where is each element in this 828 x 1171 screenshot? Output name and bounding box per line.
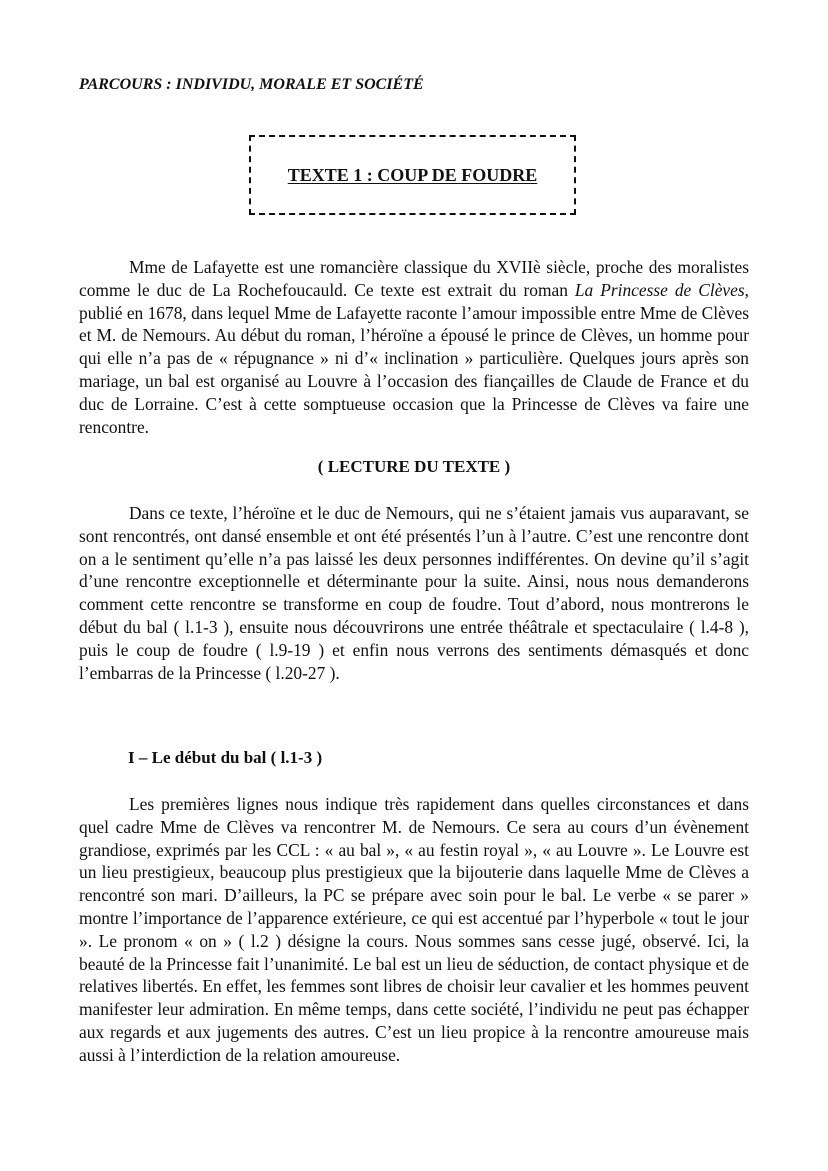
problematique-paragraph: Dans ce texte, l’héroïne et le duc de Nemours, qui ne s’étaient jamais vus auparavant, se sont rencontrés, ont dansé ensemble et ont été présentés l’un à l’autre. C’est une rencontre dont on a le sentiment qu’elle n’a pas laissé les deux personnes indifférentes. On devine qu’il s’agit d’une rencontre exceptionnelle et déterminante pour la suite. Ainsi, nous nous demanderons comment cette rencontre se transforme en coup de foudre. Tout d’abord, nous montrerons le début du bal ( l.1-3 ), ensuite nous découvrirons une entrée théâtrale et spectaculaire ( l.4-8 ), puis le coup de foudre ( l.9-19 ) et enfin nous verrons des sentiments démasqués et donc l’embarras de la Princesse ( l.20-27 ). [79,503,749,683]
title-box [249,135,576,215]
parcours-heading: PARCOURS : INDIVIDU, MORALE ET SOCIÉTÉ [79,76,424,93]
intro-text-part2: , publié en 1678, dans lequel Mme de Lafayette raconte l’amour impossible entre Mme de Clèves et M. de Nemours. Au début du roman, l’héroïne a épousé le prince de Clèves, un homme pour qui elle n’a pas de « répugnance » ni d’« inclination » particulière. Quelques jours après son mariage, un bal est organisé au Louvre à l’occasion des fiançailles de Claude de France et du duc de Lorraine. C’est à cette somptueuse occasion que la Princesse de Clèves va faire une rencontre. [79,279,749,437]
book-title: La Princesse de Clèves [574,279,745,300]
text-title: TEXTE 1 : COUP DE FOUDRE [287,164,538,185]
intro-text-part1: Mme de Lafayette est une romancière classique du XVIIè siècle, proche des moralistes comme le duc de La Rochefoucauld. Ce texte est extrait du roman [79,257,749,300]
intro-paragraph [79,256,749,438]
section1-heading: I – Le début du bal ( l.1-3 ) [128,748,323,767]
section1-paragraph: Les premières lignes nous indique très rapidement dans quelles circonstances et dans quel cadre Mme de Clèves va rencontrer M. de Nemours. Ce sera au cours d’un évènement grandiose, exprimés par les CCL : « au bal », « au festin royal », « au Louvre ». Le Louvre est un lieu prestigieux, beaucoup plus prestigieux que la bijouterie dans laquelle Mme de Clèves a rencontré son mari. D’ailleurs, la PC se prépare avec soin pour le bal. Le verbe « se parer » montre l’importance de l’apparence extérieure, ce qui est accentué par l’hyperbole « tout le jour ». Le pronom « on » ( l.2 ) désigne la cours. Nous sommes sans cesse jugé, observé. Ici, la beauté de la Princesse fait l’unanimité. Le bal est un lieu de séduction, de contact physique et de relatives libertés. En effet, les femmes sont libres de choisir leur cavalier et les hommes peuvent manifester leur admiration. En même temps, dans cette société, l’individu ne peut pas échapper aux regards et aux jugements des autres. C’est un lieu propice à la rencontre amoureuse mais aussi à l’interdiction de la relation amoureuse. [79,794,749,1065]
reading-heading: ( LECTURE DU TEXTE ) [317,457,511,476]
